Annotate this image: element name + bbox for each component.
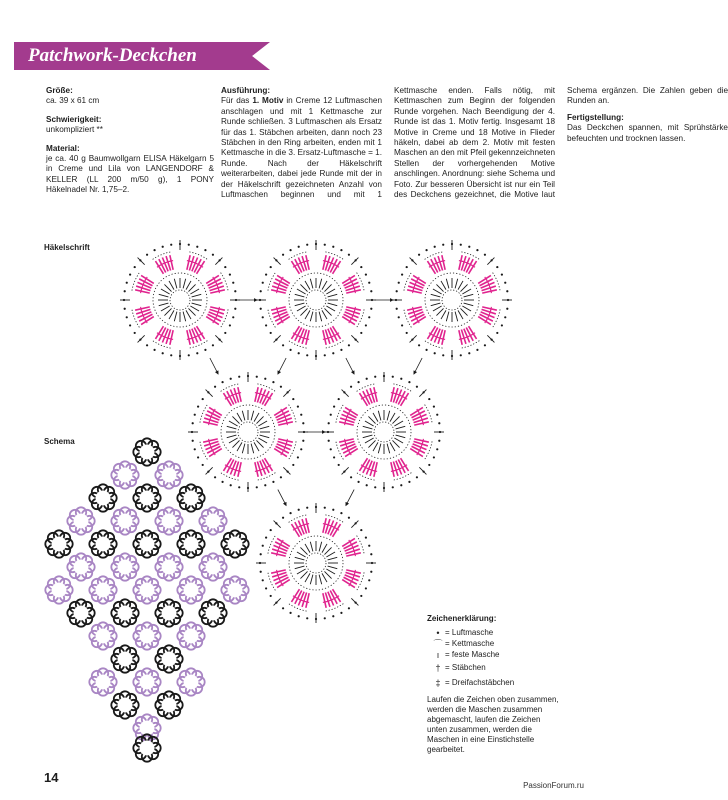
schema-motif	[199, 553, 226, 580]
schema-motif	[177, 622, 204, 649]
legend-item	[431, 660, 562, 675]
size-value: ca. 39 x 61 cm	[46, 96, 100, 106]
difficulty-label: Schwierigkeit:	[46, 114, 102, 124]
schema-motif	[133, 484, 160, 511]
schema-motif	[133, 576, 160, 603]
difficulty-value: unkompliziert **	[46, 125, 103, 135]
double-crochet-icon: †	[435, 662, 441, 673]
schema-motif	[133, 668, 160, 695]
schema-motif	[177, 576, 204, 603]
size-label: Größe:	[46, 86, 73, 95]
chain-stitch-icon: •	[436, 627, 440, 638]
legend-item-label: = Luftmasche	[445, 627, 494, 637]
schema-motif	[89, 668, 116, 695]
finishing-label: Fertigstellung:	[567, 112, 624, 122]
legend-title: Zeichenerklärung:	[427, 614, 497, 623]
schema-motif	[155, 691, 182, 718]
schema-motif	[111, 553, 138, 580]
legend-item	[431, 649, 562, 660]
schema-motif	[89, 622, 116, 649]
schema-motif	[45, 530, 72, 557]
legend	[427, 614, 562, 755]
watermark: PassionForum.ru	[523, 781, 584, 790]
schema-motif	[111, 599, 138, 626]
legend-item-label: = Dreifachstäbchen	[445, 677, 515, 687]
legend-note: Laufen die Zeichen oben zusammen, werden die Maschen zusammen abgemascht, laufen die Zeichen unten zusammen, werden die Maschen in eine Einstichstelle gearbeitet.	[427, 695, 559, 755]
legend-item	[431, 627, 562, 638]
material-value: je ca. 40 g Baumwollgarn ELISA Häkelgarn 5 in Creme und Lila von LANGENDORF & KELLER (LL 200 m/50 g), 1 PONY Häkelnadel Nr. 1,75–2.	[46, 154, 214, 195]
schema-motif	[111, 461, 138, 488]
schema-motif	[111, 645, 138, 672]
schema-motif	[177, 484, 204, 511]
schema-motif	[133, 734, 160, 761]
schema-motif	[133, 438, 160, 465]
diagram-label: Häkelschrift	[44, 243, 90, 252]
schema-motif	[67, 599, 94, 626]
schema-motif	[89, 484, 116, 511]
legend-item-label: = feste Masche	[445, 649, 500, 659]
schema-motif	[199, 507, 226, 534]
schema-motif	[221, 530, 248, 557]
schema-motif	[111, 507, 138, 534]
schema-motif	[177, 668, 204, 695]
execution-label: Ausführung:	[221, 86, 271, 95]
schema-motif	[155, 553, 182, 580]
schema-label: Schema	[44, 437, 75, 446]
material-label: Material:	[46, 143, 80, 153]
schema-motif	[155, 507, 182, 534]
execution-text: in Creme 12 Luftmaschen anschlagen und mit 1 Kettmasche zur Runde schließen. 3 Luftmaschen als Ersatz für das 1. Stäbchen arbeiten, dann noch 23 Stäbchen in den Ring arbeiten, enden mit 1 Kettmasche in die 3. Ersatz-Luftmasche = 1. Runde. Nach der Häkelschrift weiterarbeiten, dabei jede Runde mit der in der Häkelschrift gezeichneten Anzahl von Luftmaschen beginnen und mit 1 Kettmasche enden. Falls nötig, mit Kettmaschen zum Beginn der folgenden Runde vorgehen. Nach Beendigung der 4. Runde ist das 1. Motiv fertig. Insgesamt 18 Motive in Creme und 18 Motive in Flieder häkeln, dabei ab dem 2. Motiv mit festen Maschen an den mit Pfeil gekennzeichneten Stellen der vorhergehenden Motive anschlingen. Anordnung: siehe Schema und Foto. Zur besseren Übersicht ist nur ein Teil des Deckchens gezeichnet, die Motive laut Schema ergänzen. Die Zahlen geben die Runden an.	[221, 86, 728, 200]
schema-motif	[155, 645, 182, 672]
legend-item-label: = Stäbchen	[445, 662, 486, 672]
legend-item	[431, 638, 562, 649]
page-number: 14	[44, 770, 59, 785]
schema-motif	[89, 576, 116, 603]
schema-motif	[89, 530, 116, 557]
legend-item-label: = Kettmasche	[445, 638, 495, 648]
schema-motif	[155, 599, 182, 626]
page-title: Patchwork-Deckchen	[28, 45, 197, 66]
schema-motif	[111, 691, 138, 718]
schema-motif	[67, 553, 94, 580]
slip-stitch-icon: ⌒	[433, 638, 443, 649]
motif-label: 1. Motiv	[252, 96, 284, 106]
triple-crochet-icon: ‡	[435, 677, 441, 688]
legend-item	[431, 675, 562, 690]
schema-motif	[199, 599, 226, 626]
schema-motif	[67, 507, 94, 534]
schema-motif	[155, 461, 182, 488]
schema-motif	[133, 622, 160, 649]
execution-prefix: Für das	[221, 96, 253, 106]
single-crochet-icon: ı	[436, 649, 440, 660]
schema-motif	[45, 576, 72, 603]
schema-motif	[133, 530, 160, 557]
schema-motif	[177, 530, 204, 557]
finishing-text: Das Deckchen spannen, mit Sprühstärke befeuchten und trocknen lassen.	[567, 123, 728, 143]
schema-motif	[221, 576, 248, 603]
